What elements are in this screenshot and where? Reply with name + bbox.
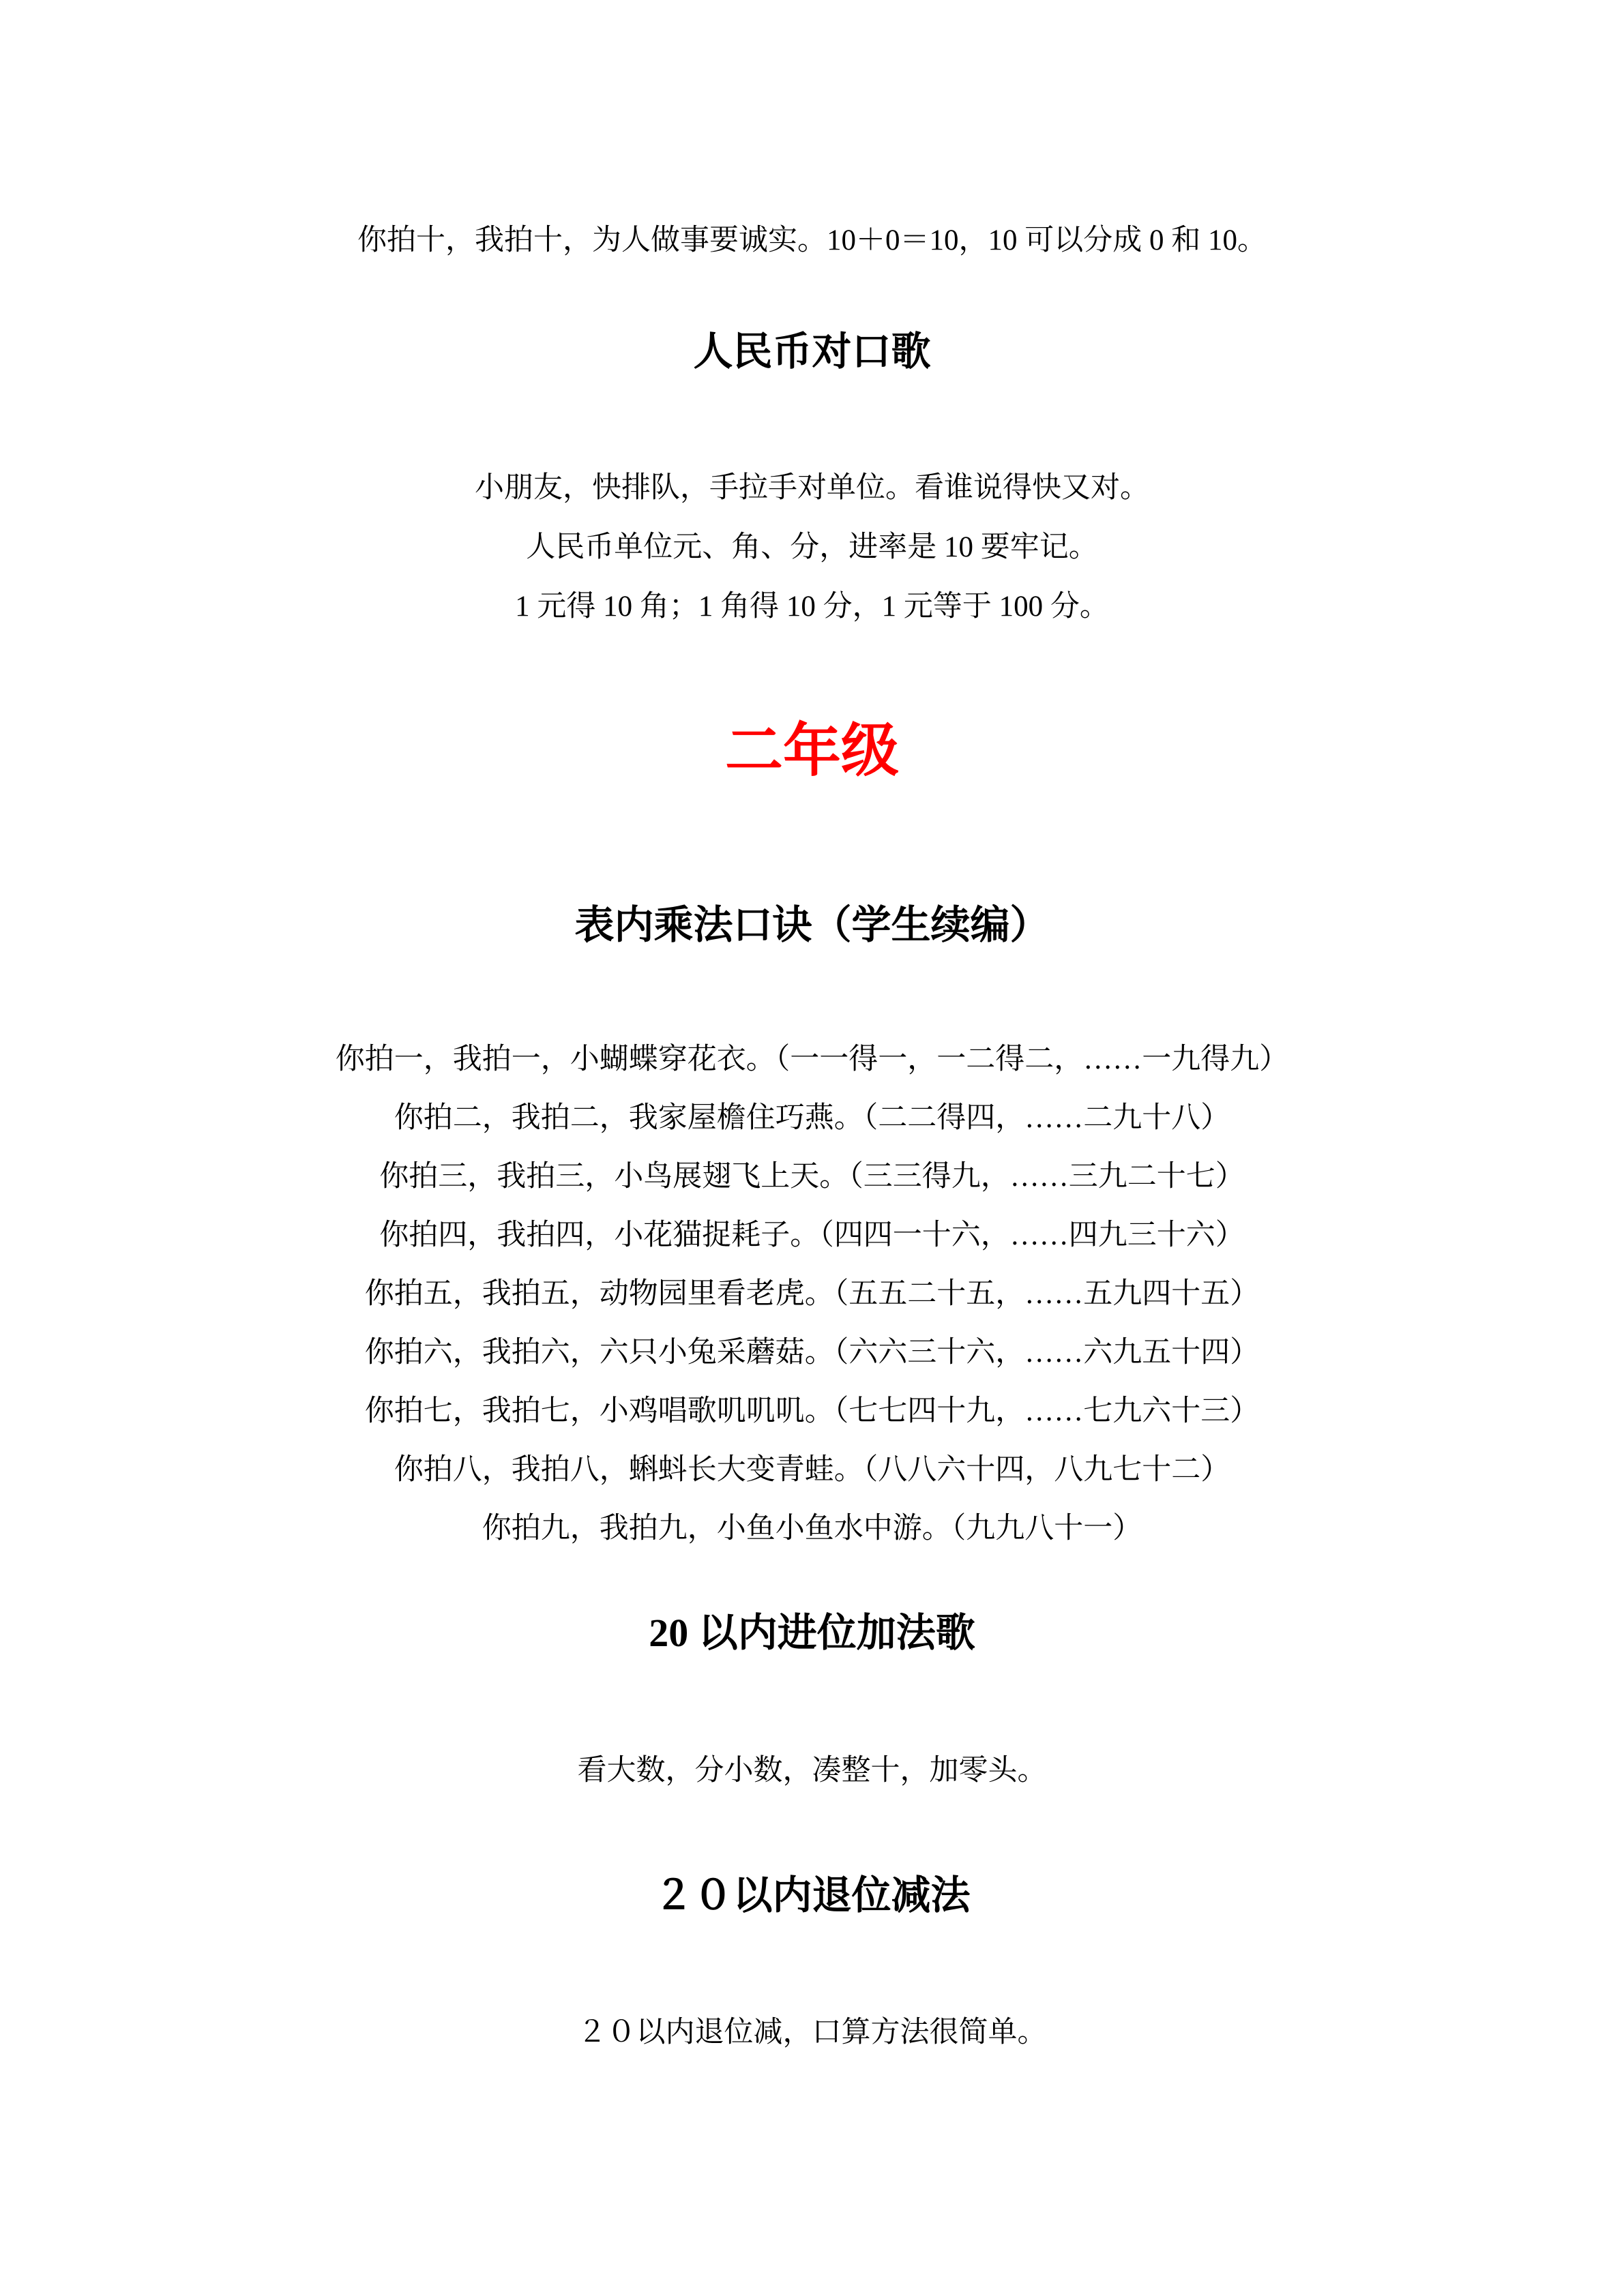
paragraph-clap-seven: 你拍七，我拍七，小鸡唱歌叽叽叽。（七七四十九，……七九六十三）	[364, 1395, 1260, 1427]
heading-addition-within-20: 20 以内进位加法歌	[649, 1611, 975, 1655]
paragraph-clap-eight: 你拍八，我拍八，蝌蚪长大变青蛙。（八八六十四，八九七十二）	[394, 1454, 1230, 1486]
paragraph-clap-three: 你拍三，我拍三，小鸟展翅飞上天。（三三得九，……三九二十七）	[379, 1161, 1245, 1193]
paragraph-clap-four: 你拍四，我拍四，小花猫捉耗子。（四四一十六，……四九三十六）	[379, 1219, 1245, 1251]
paragraph-rmb-line-1: 小朋友，快排队，手拉手对单位。看谁说得快又对。	[475, 472, 1149, 504]
paragraph-clap-two: 你拍二，我拍二，我家屋檐住巧燕。（二二得四，……二九十八）	[394, 1102, 1230, 1134]
paragraph-clap-ten: 你拍十，我拍十，为人做事要诚实。10＋0＝10，10 可以分成 0 和 10。	[357, 224, 1267, 256]
paragraph-addition-rhyme: 看大数，分小数，凑整十，加零头。	[577, 1755, 1047, 1787]
paragraph-rmb-line-2: 人民币单位元、角、分，进率是 10 要牢记。	[526, 531, 1098, 563]
paragraph-subtraction-rhyme: ２０以内退位减，口算方法很简单。	[577, 2016, 1047, 2048]
paragraph-clap-six: 你拍六，我拍六，六只小兔采蘑菇。（六六三十六，……六九五十四）	[364, 1337, 1260, 1369]
paragraph-rmb-line-3: 1 元得 10 角；1 角得 10 分，1 元等于 100 分。	[515, 591, 1109, 623]
paragraph-clap-nine: 你拍九，我拍九，小鱼小鱼水中游。（九九八十一）	[482, 1512, 1142, 1545]
paragraph-clap-five: 你拍五，我拍五，动物园里看老虎。（五五二十五，……五九四十五）	[364, 1278, 1260, 1310]
grade-2-title: 二年级	[724, 719, 899, 784]
heading-rmb-duikou-song: 人民币对口歌	[693, 329, 931, 374]
paragraph-clap-one: 你拍一，我拍一，小蝴蝶穿花衣。（一一得一，一二得二，……一九得九）	[335, 1043, 1289, 1075]
heading-multiplication-table: 表内乘法口诀（学生续编）	[574, 903, 1050, 947]
heading-subtraction-within-20: ２０以内退位减法	[653, 1873, 971, 1918]
